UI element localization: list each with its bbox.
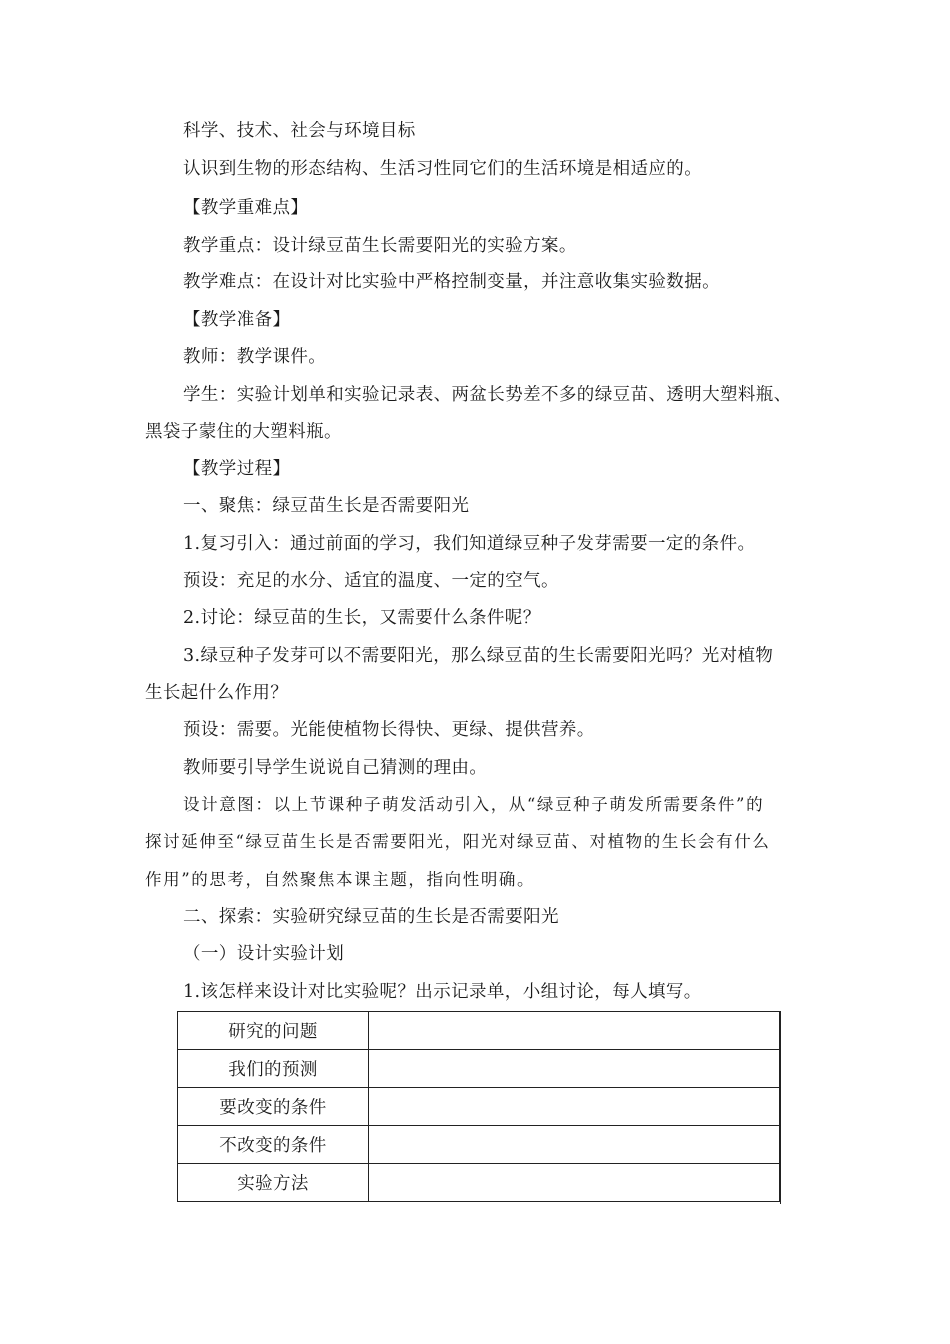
row-label: 要改变的条件: [178, 1088, 369, 1126]
row-value: [369, 1164, 780, 1202]
paragraph: 学生：实验计划单和实验记录表、两盆长势差不多的绿豆苗、透明大塑料瓶、: [183, 385, 792, 405]
subheading-explore: 二、探索：实验研究绿豆苗的生长是否需要阳光: [183, 907, 559, 927]
table-row: [178, 1050, 780, 1088]
table-row: [178, 1126, 780, 1164]
record-sheet-table: [177, 1011, 780, 1202]
row-value: [369, 1050, 780, 1088]
paragraph-continuation: 黑袋子蒙住的大塑料瓶。: [145, 422, 342, 442]
section-heading-key-points: 【教学重难点】: [183, 198, 309, 218]
row-label: 不改变的条件: [178, 1126, 369, 1164]
paragraph: 预设：充足的水分、适宜的温度、一定的空气。: [183, 571, 559, 591]
paragraph: 3.绿豆种子发芽可以不需要阳光，那么绿豆苗的生长需要阳光吗？光对植物: [183, 646, 774, 666]
subheading-design-plan: （一）设计实验计划: [183, 944, 345, 964]
paragraph: 认识到生物的形态结构、生活习性同它们的生活环境是相适应的。: [183, 159, 703, 179]
row-value: [369, 1126, 780, 1164]
subheading-focus: 一、聚焦：绿豆苗生长是否需要阳光: [183, 496, 470, 516]
row-label: 研究的问题: [178, 1012, 369, 1050]
table-double-border: [780, 1011, 781, 1204]
paragraph: 预设：需要。光能使植物长得快、更绿、提供营养。: [183, 720, 595, 740]
row-value: [369, 1088, 780, 1126]
design-intent-continuation: 探讨延伸至“绿豆苗生长是否需要阳光，阳光对绿豆苗、对植物的生长会有什么: [145, 832, 771, 851]
heading-sts-goal: 科学、技术、社会与环境目标: [183, 121, 416, 141]
section-heading-process: 【教学过程】: [183, 459, 291, 479]
paragraph: 1.该怎样来设计对比实验呢？出示记录单，小组讨论，每人填写。: [183, 982, 702, 1002]
section-heading-preparation: 【教学准备】: [183, 310, 291, 330]
table-row: [178, 1088, 780, 1126]
row-label: 实验方法: [178, 1164, 369, 1202]
paragraph: 1.复习引入：通过前面的学习，我们知道绿豆种子发芽需要一定的条件。: [183, 534, 756, 554]
paragraph: 教师要引导学生说说自己猜测的理由。: [183, 758, 488, 778]
table-row: [178, 1164, 780, 1202]
paragraph-continuation: 生长起什么作用？: [145, 683, 289, 703]
design-intent-continuation: 作用”的思考，自然聚焦本课主题，指向性明确。: [145, 870, 536, 889]
paragraph: 教学重点：设计绿豆苗生长需要阳光的实验方案。: [183, 236, 577, 256]
paragraph: 教学难点：在设计对比实验中严格控制变量，并注意收集实验数据。: [183, 272, 720, 292]
paragraph: 教师：教学课件。: [183, 347, 327, 367]
design-intent: 设计意图：以上节课种子萌发活动引入，从“绿豆种子萌发所需要条件”的: [183, 795, 765, 814]
table-row: [178, 1012, 780, 1050]
row-label: 我们的预测: [178, 1050, 369, 1088]
paragraph: 2.讨论：绿豆苗的生长，又需要什么条件呢？: [183, 608, 541, 628]
row-value: [369, 1012, 780, 1050]
